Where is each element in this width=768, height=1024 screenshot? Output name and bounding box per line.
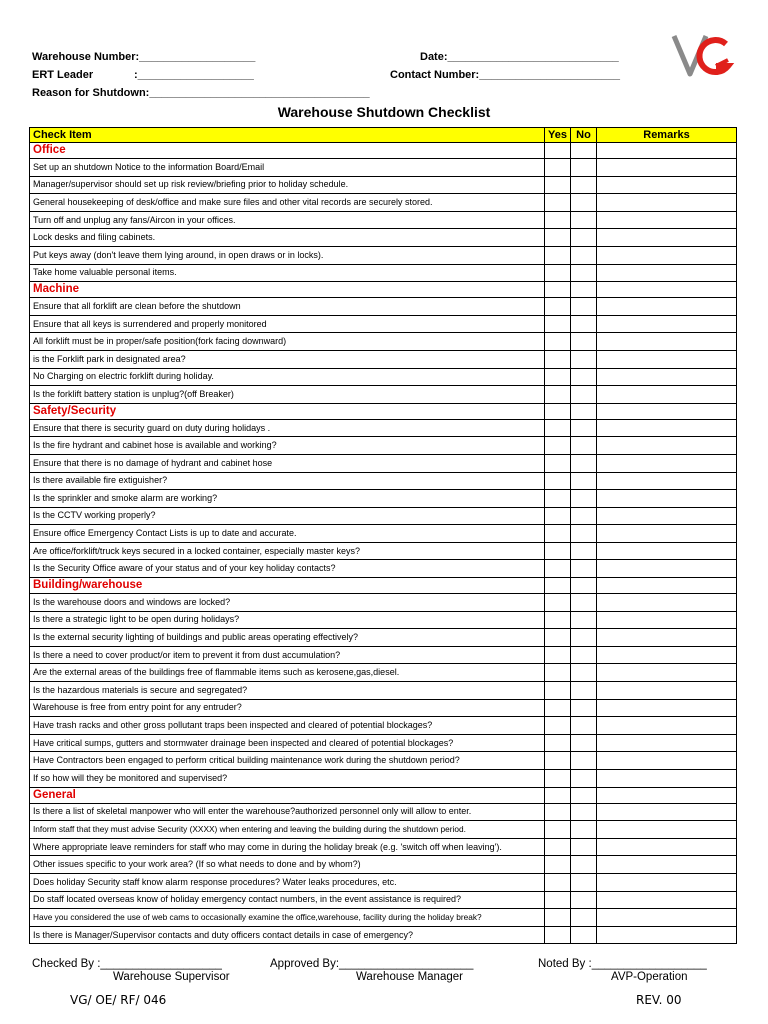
table-row <box>30 525 737 543</box>
table-row <box>30 246 737 264</box>
remarks-cell[interactable] <box>597 821 737 839</box>
table-row <box>30 717 737 735</box>
no-checkbox-cell[interactable] <box>571 909 597 927</box>
no-checkbox-cell[interactable] <box>571 194 597 212</box>
remarks-cell[interactable] <box>597 229 737 247</box>
section-row <box>30 403 737 419</box>
remarks-cell[interactable] <box>597 333 737 351</box>
table-row <box>30 211 737 229</box>
check-item: Is the hazardous materials is secure and segregated? <box>30 682 545 700</box>
vg-logo-icon <box>670 30 736 88</box>
section-row <box>30 787 737 803</box>
no-checkbox-cell[interactable] <box>571 891 597 909</box>
check-item: Is the fire hydrant and cabinet hose is available and working? <box>30 437 545 455</box>
remarks-cell[interactable] <box>597 264 737 282</box>
remarks-cell[interactable] <box>597 368 737 386</box>
remarks-cell[interactable] <box>597 682 737 700</box>
remarks-cell[interactable] <box>597 856 737 874</box>
no-checkbox-cell[interactable] <box>571 507 597 525</box>
no-checkbox-cell[interactable] <box>571 803 597 821</box>
no-checkbox-cell[interactable] <box>571 629 597 647</box>
no-checkbox-cell[interactable] <box>571 752 597 770</box>
remarks-cell[interactable] <box>597 717 737 735</box>
check-item: Ensure office Emergency Contact Lists is up to date and accurate. <box>30 525 545 543</box>
yes-checkbox-cell[interactable] <box>545 454 571 472</box>
remarks-cell[interactable] <box>597 525 737 543</box>
date-field: Date:____________________________ <box>420 51 619 63</box>
no-checkbox-cell[interactable] <box>571 176 597 194</box>
check-item: Lock desks and filing cabinets. <box>30 229 545 247</box>
no-cell <box>571 143 597 159</box>
remarks-cell <box>597 787 737 803</box>
approved-by-field: Approved By:_____________________ <box>270 958 474 970</box>
no-checkbox-cell[interactable] <box>571 873 597 891</box>
checked-by-role: Warehouse Supervisor <box>113 971 230 983</box>
yes-checkbox-cell[interactable] <box>545 734 571 752</box>
contact-number-field: Contact Number:_______________________ <box>390 69 620 81</box>
approved-by-role: Warehouse Manager <box>356 971 463 983</box>
table-row <box>30 298 737 316</box>
check-item: Ensure that all keys is surrendered and properly monitored <box>30 315 545 333</box>
check-item: Inform staff that they must advise Security (XXXX) when entering and leaving the building during the shutdown period. <box>30 821 545 839</box>
check-item: Is the sprinkler and smoke alarm are working? <box>30 490 545 508</box>
yes-checkbox-cell[interactable] <box>545 350 571 368</box>
yes-checkbox-cell[interactable] <box>545 629 571 647</box>
no-checkbox-cell[interactable] <box>571 838 597 856</box>
table-row <box>30 752 737 770</box>
no-checkbox-cell[interactable] <box>571 856 597 874</box>
check-item: No Charging on electric forklift during holiday. <box>30 368 545 386</box>
check-item: Is the CCTV working properly? <box>30 507 545 525</box>
remarks-cell[interactable] <box>597 194 737 212</box>
yes-checkbox-cell[interactable] <box>545 891 571 909</box>
table-row <box>30 926 737 944</box>
table-row <box>30 682 737 700</box>
yes-checkbox-cell[interactable] <box>545 368 571 386</box>
no-checkbox-cell[interactable] <box>571 246 597 264</box>
remarks-cell[interactable] <box>597 560 737 578</box>
remarks-cell[interactable] <box>597 454 737 472</box>
remarks-cell[interactable] <box>597 629 737 647</box>
yes-checkbox-cell[interactable] <box>545 333 571 351</box>
remarks-cell[interactable] <box>597 734 737 752</box>
check-item: Set up an shutdown Notice to the information Board/Email <box>30 159 545 177</box>
remarks-cell[interactable] <box>597 926 737 944</box>
yes-checkbox-cell[interactable] <box>545 298 571 316</box>
table-header-row <box>30 128 737 143</box>
no-checkbox-cell[interactable] <box>571 699 597 717</box>
yes-checkbox-cell[interactable] <box>545 803 571 821</box>
yes-checkbox-cell[interactable] <box>545 926 571 944</box>
yes-checkbox-cell[interactable] <box>545 873 571 891</box>
check-item: Warehouse is free from entry point for any entruder? <box>30 699 545 717</box>
check-item-header: Check Item <box>30 128 545 143</box>
check-item: Is there available fire extiguisher? <box>30 472 545 490</box>
remarks-cell[interactable] <box>597 350 737 368</box>
yes-checkbox-cell[interactable] <box>545 211 571 229</box>
yes-checkbox-cell[interactable] <box>545 246 571 264</box>
yes-checkbox-cell[interactable] <box>545 682 571 700</box>
no-checkbox-cell[interactable] <box>571 386 597 404</box>
yes-checkbox-cell[interactable] <box>545 419 571 437</box>
check-item: Ensure that all forklift are clean before the shutdown <box>30 298 545 316</box>
table-row <box>30 454 737 472</box>
yes-checkbox-cell[interactable] <box>545 472 571 490</box>
reason-for-shutdown-field: Reason for Shutdown:____________________________________ <box>32 87 370 99</box>
check-item: Ensure that there is security guard on duty during holidays . <box>30 419 545 437</box>
ert-leader-label: ERT Leader <box>32 69 94 81</box>
check-item: Where appropriate leave reminders for staff who may come in during the holiday break (e.g. 'switch off when leaving'). <box>30 838 545 856</box>
remarks-cell <box>597 578 737 594</box>
no-header: No <box>571 128 597 143</box>
table-row <box>30 507 737 525</box>
remarks-cell[interactable] <box>597 909 737 927</box>
table-row <box>30 856 737 874</box>
check-item: Is the external security lighting of buildings and public areas operating effectively? <box>30 629 545 647</box>
warehouse-number-field: Warehouse Number:___________________ <box>32 51 256 63</box>
table-row <box>30 821 737 839</box>
check-item: is the Forklift park in designated area? <box>30 350 545 368</box>
check-item: Have you considered the use of web cams to occasionally examine the office,warehouse, facility during the holiday break? <box>30 909 545 927</box>
check-item: Is there a need to cover product/or item to prevent it from dust accumulation? <box>30 646 545 664</box>
yes-checkbox-cell[interactable] <box>545 821 571 839</box>
table-row <box>30 229 737 247</box>
remarks-cell[interactable] <box>597 699 737 717</box>
check-item: Is the forklift battery station is unplug?(off Breaker) <box>30 386 545 404</box>
checked-by-field: Checked By :___________________ <box>32 958 222 970</box>
noted-by-role: AVP-Operation <box>611 971 688 983</box>
no-checkbox-cell[interactable] <box>571 717 597 735</box>
yes-checkbox-cell[interactable] <box>545 315 571 333</box>
remarks-cell[interactable] <box>597 891 737 909</box>
remarks-cell[interactable] <box>597 315 737 333</box>
no-checkbox-cell[interactable] <box>571 594 597 612</box>
no-checkbox-cell[interactable] <box>571 333 597 351</box>
check-item: Put keys away (don't leave them lying around, in open draws or in locks). <box>30 246 545 264</box>
check-item: General housekeeping of desk/office and make sure files and other vital records are securely stored. <box>30 194 545 212</box>
no-checkbox-cell[interactable] <box>571 542 597 560</box>
remarks-cell[interactable] <box>597 594 737 612</box>
no-checkbox-cell[interactable] <box>571 490 597 508</box>
yes-checkbox-cell[interactable] <box>545 611 571 629</box>
remarks-cell[interactable] <box>597 490 737 508</box>
ert-leader-field: :___________________ <box>134 69 254 81</box>
remarks-cell[interactable] <box>597 419 737 437</box>
noted-by-field: Noted By :__________________ <box>538 958 707 970</box>
section-title: General <box>30 787 545 803</box>
remarks-cell[interactable] <box>597 873 737 891</box>
remarks-cell[interactable] <box>597 838 737 856</box>
yes-cell <box>545 403 571 419</box>
remarks-cell[interactable] <box>597 507 737 525</box>
no-checkbox-cell[interactable] <box>571 315 597 333</box>
check-item: Is the Security Office aware of your status and of your key holiday contacts? <box>30 560 545 578</box>
table-row <box>30 803 737 821</box>
check-item: Is there a strategic light to be open during holidays? <box>30 611 545 629</box>
no-checkbox-cell[interactable] <box>571 560 597 578</box>
table-row <box>30 264 737 282</box>
no-checkbox-cell[interactable] <box>571 682 597 700</box>
check-item: Is there is Manager/Supervisor contacts and duty officers contact details in case of emergency? <box>30 926 545 944</box>
yes-checkbox-cell[interactable] <box>545 542 571 560</box>
document-code: VG/ OE/ RF/ 046 <box>70 993 167 1007</box>
check-item: Have trash racks and other gross pollutant traps been inspected and cleared of potential blockages? <box>30 717 545 735</box>
no-checkbox-cell[interactable] <box>571 437 597 455</box>
yes-checkbox-cell[interactable] <box>545 560 571 578</box>
check-item: Have critical sumps, gutters and stormwater drainage been inspected and cleared of potential blockages? <box>30 734 545 752</box>
table-row <box>30 611 737 629</box>
check-item: Are office/forklift/truck keys secured in a locked container, especially master keys? <box>30 542 545 560</box>
remarks-cell[interactable] <box>597 770 737 788</box>
table-row <box>30 891 737 909</box>
no-checkbox-cell[interactable] <box>571 419 597 437</box>
section-row <box>30 282 737 298</box>
section-title: Safety/Security <box>30 403 545 419</box>
yes-checkbox-cell[interactable] <box>545 664 571 682</box>
yes-checkbox-cell[interactable] <box>545 838 571 856</box>
remarks-cell <box>597 282 737 298</box>
remarks-cell[interactable] <box>597 176 737 194</box>
check-item: Take home valuable personal items. <box>30 264 545 282</box>
no-checkbox-cell[interactable] <box>571 611 597 629</box>
section-row <box>30 578 737 594</box>
table-row <box>30 909 737 927</box>
yes-checkbox-cell[interactable] <box>545 646 571 664</box>
yes-checkbox-cell[interactable] <box>545 194 571 212</box>
yes-header: Yes <box>545 128 571 143</box>
table-row <box>30 594 737 612</box>
remarks-cell[interactable] <box>597 803 737 821</box>
table-row <box>30 350 737 368</box>
remarks-cell[interactable] <box>597 386 737 404</box>
section-row <box>30 143 737 159</box>
no-checkbox-cell[interactable] <box>571 454 597 472</box>
table-row <box>30 560 737 578</box>
yes-cell <box>545 282 571 298</box>
revision-number: REV. 00 <box>636 993 682 1007</box>
table-row <box>30 699 737 717</box>
yes-checkbox-cell[interactable] <box>545 770 571 788</box>
no-checkbox-cell[interactable] <box>571 264 597 282</box>
check-item: Do staff located overseas know of holiday emergency contact numbers, in the event assistance is required? <box>30 891 545 909</box>
check-item: Is there a list of skeletal manpower who will enter the warehouse?authorized personnel only will allow to enter. <box>30 803 545 821</box>
table-row <box>30 368 737 386</box>
no-checkbox-cell[interactable] <box>571 664 597 682</box>
yes-cell <box>545 143 571 159</box>
no-cell <box>571 578 597 594</box>
remarks-cell <box>597 403 737 419</box>
remarks-cell[interactable] <box>597 611 737 629</box>
check-item: Turn off and unplug any fans/Aircon in your offices. <box>30 211 545 229</box>
table-row <box>30 734 737 752</box>
no-checkbox-cell[interactable] <box>571 368 597 386</box>
remarks-cell[interactable] <box>597 472 737 490</box>
yes-cell <box>545 787 571 803</box>
check-item: If so how will they be monitored and supervised? <box>30 770 545 788</box>
no-checkbox-cell[interactable] <box>571 734 597 752</box>
table-row <box>30 472 737 490</box>
table-row <box>30 386 737 404</box>
yes-checkbox-cell[interactable] <box>545 229 571 247</box>
no-checkbox-cell[interactable] <box>571 229 597 247</box>
yes-checkbox-cell[interactable] <box>545 176 571 194</box>
check-item: Are the external areas of the buildings free of flammable items such as kerosene,gas,diesel. <box>30 664 545 682</box>
remarks-cell[interactable] <box>597 159 737 177</box>
remarks-cell[interactable] <box>597 542 737 560</box>
yes-checkbox-cell[interactable] <box>545 507 571 525</box>
yes-checkbox-cell[interactable] <box>545 437 571 455</box>
no-checkbox-cell[interactable] <box>571 525 597 543</box>
check-item: All forklift must be in proper/safe position(fork facing downward) <box>30 333 545 351</box>
remarks-cell[interactable] <box>597 211 737 229</box>
yes-checkbox-cell[interactable] <box>545 525 571 543</box>
remarks-cell[interactable] <box>597 246 737 264</box>
yes-checkbox-cell[interactable] <box>545 752 571 770</box>
no-checkbox-cell[interactable] <box>571 926 597 944</box>
yes-checkbox-cell[interactable] <box>545 264 571 282</box>
checklist-table <box>29 127 737 944</box>
check-item: Is the warehouse doors and windows are locked? <box>30 594 545 612</box>
section-title: Building/warehouse <box>30 578 545 594</box>
yes-cell <box>545 578 571 594</box>
no-checkbox-cell[interactable] <box>571 159 597 177</box>
remarks-cell[interactable] <box>597 298 737 316</box>
no-checkbox-cell[interactable] <box>571 821 597 839</box>
check-item: Have Contractors been engaged to perform critical building maintenance work during the shutdown period? <box>30 752 545 770</box>
check-item: Manager/supervisor should set up risk review/briefing prior to holiday schedule. <box>30 176 545 194</box>
check-item: Ensure that there is no damage of hydrant and cabinet hose <box>30 454 545 472</box>
yes-checkbox-cell[interactable] <box>545 159 571 177</box>
yes-checkbox-cell[interactable] <box>545 717 571 735</box>
yes-checkbox-cell[interactable] <box>545 594 571 612</box>
table-row <box>30 646 737 664</box>
yes-checkbox-cell[interactable] <box>545 699 571 717</box>
no-checkbox-cell[interactable] <box>571 298 597 316</box>
yes-checkbox-cell[interactable] <box>545 856 571 874</box>
table-row <box>30 194 737 212</box>
table-row <box>30 490 737 508</box>
yes-checkbox-cell[interactable] <box>545 386 571 404</box>
table-row <box>30 333 737 351</box>
table-row <box>30 770 737 788</box>
no-checkbox-cell[interactable] <box>571 770 597 788</box>
no-cell <box>571 403 597 419</box>
no-checkbox-cell[interactable] <box>571 211 597 229</box>
table-row <box>30 838 737 856</box>
table-row <box>30 542 737 560</box>
page-title: Warehouse Shutdown Checklist <box>277 104 491 120</box>
yes-checkbox-cell[interactable] <box>545 909 571 927</box>
table-row <box>30 176 737 194</box>
no-checkbox-cell[interactable] <box>571 472 597 490</box>
check-item: Does holiday Security staff know alarm response procedures? Water leaks procedures, etc. <box>30 873 545 891</box>
section-title: Machine <box>30 282 545 298</box>
remarks-cell[interactable] <box>597 437 737 455</box>
table-row <box>30 873 737 891</box>
table-row <box>30 315 737 333</box>
remarks-cell[interactable] <box>597 752 737 770</box>
check-item: Other issues specific to your work area? (If so what needs to done and by whom?) <box>30 856 545 874</box>
no-cell <box>571 787 597 803</box>
table-row <box>30 664 737 682</box>
remarks-cell[interactable] <box>597 646 737 664</box>
table-row <box>30 629 737 647</box>
yes-checkbox-cell[interactable] <box>545 490 571 508</box>
table-row <box>30 159 737 177</box>
remarks-cell[interactable] <box>597 664 737 682</box>
table-row <box>30 437 737 455</box>
remarks-header: Remarks <box>597 128 737 143</box>
table-row <box>30 419 737 437</box>
no-checkbox-cell[interactable] <box>571 350 597 368</box>
no-checkbox-cell[interactable] <box>571 646 597 664</box>
remarks-cell <box>597 143 737 159</box>
no-cell <box>571 282 597 298</box>
section-title: Office <box>30 143 545 159</box>
